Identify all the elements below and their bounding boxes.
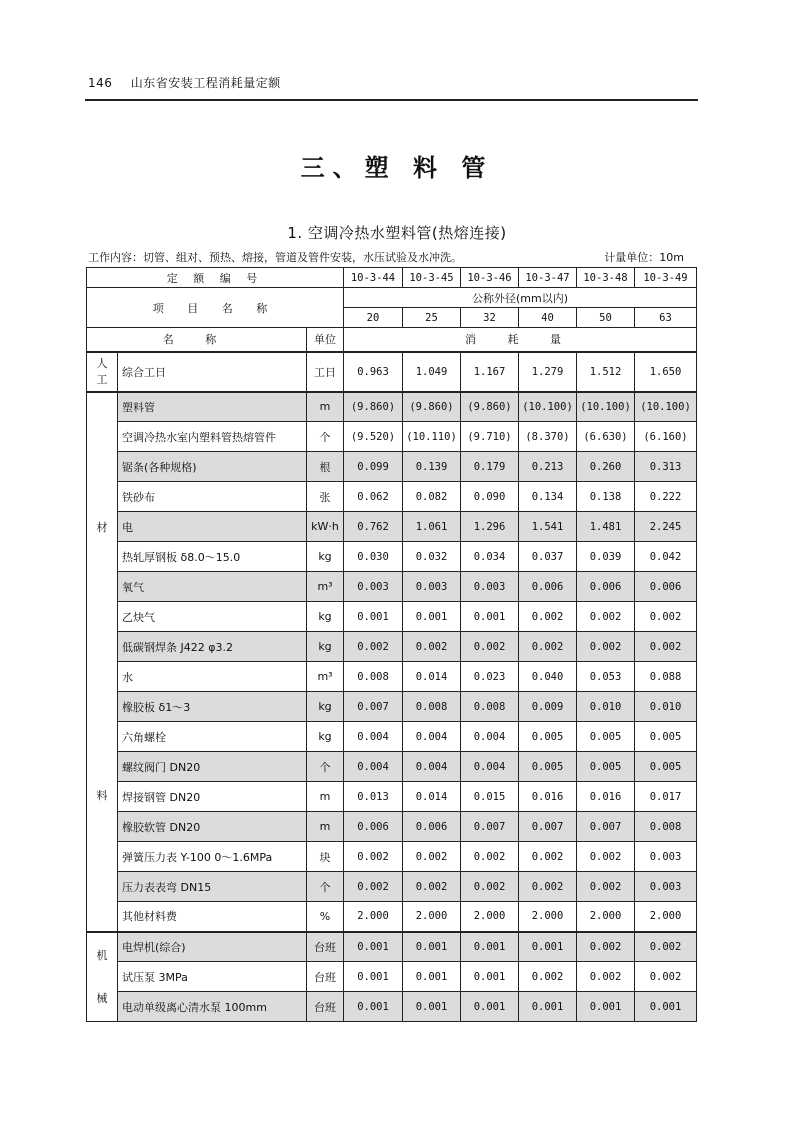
value-cell: 0.007 xyxy=(519,812,577,842)
value-cell: 0.213 xyxy=(519,452,577,482)
value-cell: 0.005 xyxy=(577,752,635,782)
value-cell: 0.002 xyxy=(519,842,577,872)
item-unit: 台班 xyxy=(307,962,344,992)
item-name: 压力表表弯 DN15 xyxy=(118,872,307,902)
table-row xyxy=(87,812,697,842)
header-rule xyxy=(85,99,698,101)
value-cell: 0.005 xyxy=(519,722,577,752)
value-cell: 0.002 xyxy=(519,602,577,632)
diameter: 50 xyxy=(577,308,635,328)
value-cell: 0.016 xyxy=(577,782,635,812)
item-unit: 根 xyxy=(307,452,344,482)
value-cell: 1.512 xyxy=(577,352,635,392)
value-cell: 2.000 xyxy=(577,902,635,932)
value-cell: 0.002 xyxy=(344,842,403,872)
item-name: 低碳钢焊条 J422 φ3.2 xyxy=(118,632,307,662)
table-row xyxy=(87,572,697,602)
diameter: 40 xyxy=(519,308,577,328)
quota-table xyxy=(86,267,697,1022)
value-cell: 1.541 xyxy=(519,512,577,542)
value-cell: 0.003 xyxy=(461,572,519,602)
value-cell: 0.001 xyxy=(461,602,519,632)
value-cell: 0.002 xyxy=(635,962,697,992)
value-cell: 0.001 xyxy=(519,992,577,1022)
value-cell: 0.313 xyxy=(635,452,697,482)
value-cell: 0.002 xyxy=(519,962,577,992)
item-name: 乙炔气 xyxy=(118,602,307,632)
value-cell: (9.710) xyxy=(461,422,519,452)
value-cell: 0.008 xyxy=(344,662,403,692)
value-cell: (10.100) xyxy=(519,392,577,422)
work-content: 工作内容：切管、组对、预热、熔接，管道及管件安装，水压试验及水冲洗。 xyxy=(88,251,462,264)
value-cell: 0.082 xyxy=(403,482,461,512)
value-cell: 1.481 xyxy=(577,512,635,542)
item-name: 电焊机(综合) xyxy=(118,932,307,962)
value-cell: 0.009 xyxy=(519,692,577,722)
value-cell: 0.002 xyxy=(577,932,635,962)
item-unit: 个 xyxy=(307,422,344,452)
table-row xyxy=(87,932,697,962)
quota-code: 10-3-47 xyxy=(519,268,577,288)
value-cell: 0.014 xyxy=(403,662,461,692)
diameter: 20 xyxy=(344,308,403,328)
item-label: 项 目 名 称 xyxy=(87,288,344,328)
item-unit: m xyxy=(307,782,344,812)
value-cell: 2.000 xyxy=(635,902,697,932)
value-cell: 0.032 xyxy=(403,542,461,572)
value-cell: 0.005 xyxy=(635,722,697,752)
value-cell: 0.003 xyxy=(635,842,697,872)
value-cell: 0.007 xyxy=(577,812,635,842)
item-name: 热轧厚钢板 δ8.0～15.0 xyxy=(118,542,307,572)
category-cell xyxy=(87,352,118,392)
value-cell: 2.000 xyxy=(519,902,577,932)
quota-label: 定 额 编 号 xyxy=(87,268,344,288)
value-cell: 0.001 xyxy=(403,992,461,1022)
value-cell: 0.037 xyxy=(519,542,577,572)
value-cell: 0.034 xyxy=(461,542,519,572)
value-cell: 0.016 xyxy=(519,782,577,812)
category-char: 工 xyxy=(96,372,108,386)
value-cell: 0.003 xyxy=(403,572,461,602)
item-unit: 块 xyxy=(307,842,344,872)
value-cell: 2.000 xyxy=(461,902,519,932)
value-cell: 0.015 xyxy=(461,782,519,812)
item-name: 橡胶板 δ1～3 xyxy=(118,692,307,722)
item-unit: m xyxy=(307,392,344,422)
value-cell: 0.002 xyxy=(403,632,461,662)
value-cell: 0.006 xyxy=(344,812,403,842)
quota-code: 10-3-45 xyxy=(403,268,461,288)
value-cell: (6.160) xyxy=(635,422,697,452)
value-cell: 0.002 xyxy=(577,842,635,872)
value-cell: 0.002 xyxy=(344,872,403,902)
table-row xyxy=(87,962,697,992)
item-name: 六角螺栓 xyxy=(118,722,307,752)
section-title: 三、塑 料 管 xyxy=(300,153,494,182)
diameter: 63 xyxy=(635,308,697,328)
value-cell: 0.004 xyxy=(403,722,461,752)
value-cell: 0.005 xyxy=(519,752,577,782)
category-char: 械 xyxy=(96,991,108,1005)
value-cell: 0.001 xyxy=(461,932,519,962)
value-cell: 0.001 xyxy=(344,962,403,992)
table-row xyxy=(87,782,697,812)
diameter: 32 xyxy=(461,308,519,328)
item-name: 锯条(各种规格) xyxy=(118,452,307,482)
item-name: 空调冷热水室内塑料管热熔管件 xyxy=(118,422,307,452)
item-name: 电 xyxy=(118,512,307,542)
value-cell: 0.007 xyxy=(461,812,519,842)
item-unit: m³ xyxy=(307,572,344,602)
table-row xyxy=(87,902,697,932)
item-unit: 个 xyxy=(307,752,344,782)
item-unit: 工日 xyxy=(307,352,344,392)
table-row xyxy=(87,352,697,392)
value-cell: 0.134 xyxy=(519,482,577,512)
item-unit: kg xyxy=(307,632,344,662)
table-row xyxy=(87,602,697,632)
category-char: 材 xyxy=(96,520,108,534)
value-cell: 0.002 xyxy=(461,872,519,902)
item-name: 电动单级离心清水泵 100mm xyxy=(118,992,307,1022)
table-row xyxy=(87,422,697,452)
spec-label: 公称外径(mm以内) xyxy=(344,288,697,308)
value-cell: 0.139 xyxy=(403,452,461,482)
value-cell: 0.002 xyxy=(344,632,403,662)
value-cell: 0.017 xyxy=(635,782,697,812)
diameter: 25 xyxy=(403,308,461,328)
value-cell: (9.860) xyxy=(344,392,403,422)
value-cell: 0.004 xyxy=(461,752,519,782)
value-cell: 0.005 xyxy=(577,722,635,752)
value-cell: 0.002 xyxy=(577,872,635,902)
page-number: 146 xyxy=(88,76,113,90)
value-cell: 0.013 xyxy=(344,782,403,812)
item-unit: m³ xyxy=(307,662,344,692)
value-cell: 0.002 xyxy=(577,602,635,632)
table-row xyxy=(87,542,697,572)
category-char: 料 xyxy=(96,788,108,802)
item-unit: kW·h xyxy=(307,512,344,542)
value-cell: 0.007 xyxy=(344,692,403,722)
value-cell: 0.053 xyxy=(577,662,635,692)
item-unit: m xyxy=(307,812,344,842)
category-char: 人 xyxy=(96,357,108,371)
value-cell: 0.010 xyxy=(577,692,635,722)
value-cell: (9.860) xyxy=(403,392,461,422)
value-cell: 0.222 xyxy=(635,482,697,512)
quota-code: 10-3-49 xyxy=(635,268,697,288)
value-cell: 0.138 xyxy=(577,482,635,512)
value-cell: 0.002 xyxy=(635,602,697,632)
item-name: 综合工日 xyxy=(118,352,307,392)
value-cell: 2.245 xyxy=(635,512,697,542)
table-row xyxy=(87,482,697,512)
value-cell: 0.179 xyxy=(461,452,519,482)
item-unit: kg xyxy=(307,602,344,632)
value-cell: 0.008 xyxy=(635,812,697,842)
value-cell: 0.002 xyxy=(461,632,519,662)
value-cell: 0.963 xyxy=(344,352,403,392)
consume-header: 消 耗 量 xyxy=(344,328,697,352)
value-cell: 1.279 xyxy=(519,352,577,392)
value-cell: 0.001 xyxy=(403,932,461,962)
value-cell: 0.062 xyxy=(344,482,403,512)
category-cell xyxy=(87,392,118,932)
value-cell: 0.040 xyxy=(519,662,577,692)
table-row xyxy=(87,392,697,422)
value-cell: 0.004 xyxy=(461,722,519,752)
item-name: 橡胶软管 DN20 xyxy=(118,812,307,842)
category-cell xyxy=(87,932,118,1022)
item-unit: 个 xyxy=(307,872,344,902)
value-cell: 0.042 xyxy=(635,542,697,572)
value-cell: 1.049 xyxy=(403,352,461,392)
quota-code: 10-3-46 xyxy=(461,268,519,288)
table-row xyxy=(87,632,697,662)
table-row xyxy=(87,752,697,782)
value-cell: 0.023 xyxy=(461,662,519,692)
value-cell: 0.260 xyxy=(577,452,635,482)
value-cell: 0.001 xyxy=(403,962,461,992)
item-unit: 张 xyxy=(307,482,344,512)
item-unit: 台班 xyxy=(307,932,344,962)
value-cell: 1.296 xyxy=(461,512,519,542)
item-unit: % xyxy=(307,902,344,932)
value-cell: 0.004 xyxy=(344,752,403,782)
item-name: 铁砂布 xyxy=(118,482,307,512)
table-row xyxy=(87,842,697,872)
value-cell: 0.004 xyxy=(344,722,403,752)
item-name: 螺纹阀门 DN20 xyxy=(118,752,307,782)
value-cell: 1.167 xyxy=(461,352,519,392)
value-cell: 0.099 xyxy=(344,452,403,482)
value-cell: 0.039 xyxy=(577,542,635,572)
item-name: 其他材料费 xyxy=(118,902,307,932)
item-name: 氧气 xyxy=(118,572,307,602)
value-cell: 1.061 xyxy=(403,512,461,542)
value-cell: (10.100) xyxy=(577,392,635,422)
value-cell: 0.002 xyxy=(577,632,635,662)
value-cell: (10.110) xyxy=(403,422,461,452)
value-cell: 0.762 xyxy=(344,512,403,542)
value-cell: 0.001 xyxy=(403,602,461,632)
table-row xyxy=(87,872,697,902)
value-cell: 0.002 xyxy=(403,872,461,902)
value-cell: 0.090 xyxy=(461,482,519,512)
table-row xyxy=(87,992,697,1022)
value-cell: 1.650 xyxy=(635,352,697,392)
value-cell: 0.006 xyxy=(577,572,635,602)
item-name: 塑料管 xyxy=(118,392,307,422)
value-cell: (6.630) xyxy=(577,422,635,452)
value-cell: 0.004 xyxy=(403,752,461,782)
value-cell: 0.001 xyxy=(461,962,519,992)
quota-code: 10-3-44 xyxy=(344,268,403,288)
item-name: 弹簧压力表 Y-100 0～1.6MPa xyxy=(118,842,307,872)
value-cell: 0.008 xyxy=(403,692,461,722)
value-cell: 0.008 xyxy=(461,692,519,722)
value-cell: 0.006 xyxy=(403,812,461,842)
value-cell: (10.100) xyxy=(635,392,697,422)
subsection-title: 1. 空调冷热水塑料管(热熔连接) xyxy=(287,224,507,242)
value-cell: (8.370) xyxy=(519,422,577,452)
value-cell: 0.030 xyxy=(344,542,403,572)
table-row xyxy=(87,722,697,752)
category-char: 机 xyxy=(96,948,108,962)
value-cell: 0.002 xyxy=(519,632,577,662)
value-cell: 0.001 xyxy=(344,602,403,632)
value-cell: 0.001 xyxy=(577,992,635,1022)
value-cell: 2.000 xyxy=(344,902,403,932)
value-cell: 0.001 xyxy=(519,932,577,962)
value-cell: 0.014 xyxy=(403,782,461,812)
value-cell: 0.002 xyxy=(403,842,461,872)
value-cell: 0.001 xyxy=(344,932,403,962)
value-cell: 0.002 xyxy=(635,932,697,962)
value-cell: 0.002 xyxy=(519,872,577,902)
item-name: 水 xyxy=(118,662,307,692)
value-cell: 0.088 xyxy=(635,662,697,692)
page-header xyxy=(88,74,281,91)
value-cell: 0.003 xyxy=(635,872,697,902)
item-unit: 台班 xyxy=(307,992,344,1022)
item-name: 试压泵 3MPa xyxy=(118,962,307,992)
value-cell: 0.003 xyxy=(344,572,403,602)
value-cell: 0.001 xyxy=(461,992,519,1022)
quota-code: 10-3-48 xyxy=(577,268,635,288)
item-unit: kg xyxy=(307,692,344,722)
value-cell: 2.000 xyxy=(403,902,461,932)
value-cell: (9.520) xyxy=(344,422,403,452)
value-cell: 0.001 xyxy=(344,992,403,1022)
table-row xyxy=(87,692,697,722)
value-cell: 0.002 xyxy=(461,842,519,872)
book-title: 山东省安装工程消耗量定额 xyxy=(130,76,281,90)
value-cell: 0.005 xyxy=(635,752,697,782)
item-name: 焊接钢管 DN20 xyxy=(118,782,307,812)
table-row xyxy=(87,512,697,542)
value-cell: (9.860) xyxy=(461,392,519,422)
item-unit: kg xyxy=(307,722,344,752)
value-cell: 0.001 xyxy=(635,992,697,1022)
table-row xyxy=(87,662,697,692)
value-cell: 0.002 xyxy=(577,962,635,992)
item-unit: kg xyxy=(307,542,344,572)
table-row xyxy=(87,452,697,482)
value-cell: 0.002 xyxy=(635,632,697,662)
name-column-header: 名 称 xyxy=(87,328,307,352)
value-cell: 0.006 xyxy=(635,572,697,602)
unit-column-header: 单位 xyxy=(307,328,344,352)
value-cell: 0.006 xyxy=(519,572,577,602)
value-cell: 0.010 xyxy=(635,692,697,722)
measure-unit: 计量单位：10m xyxy=(604,251,684,264)
